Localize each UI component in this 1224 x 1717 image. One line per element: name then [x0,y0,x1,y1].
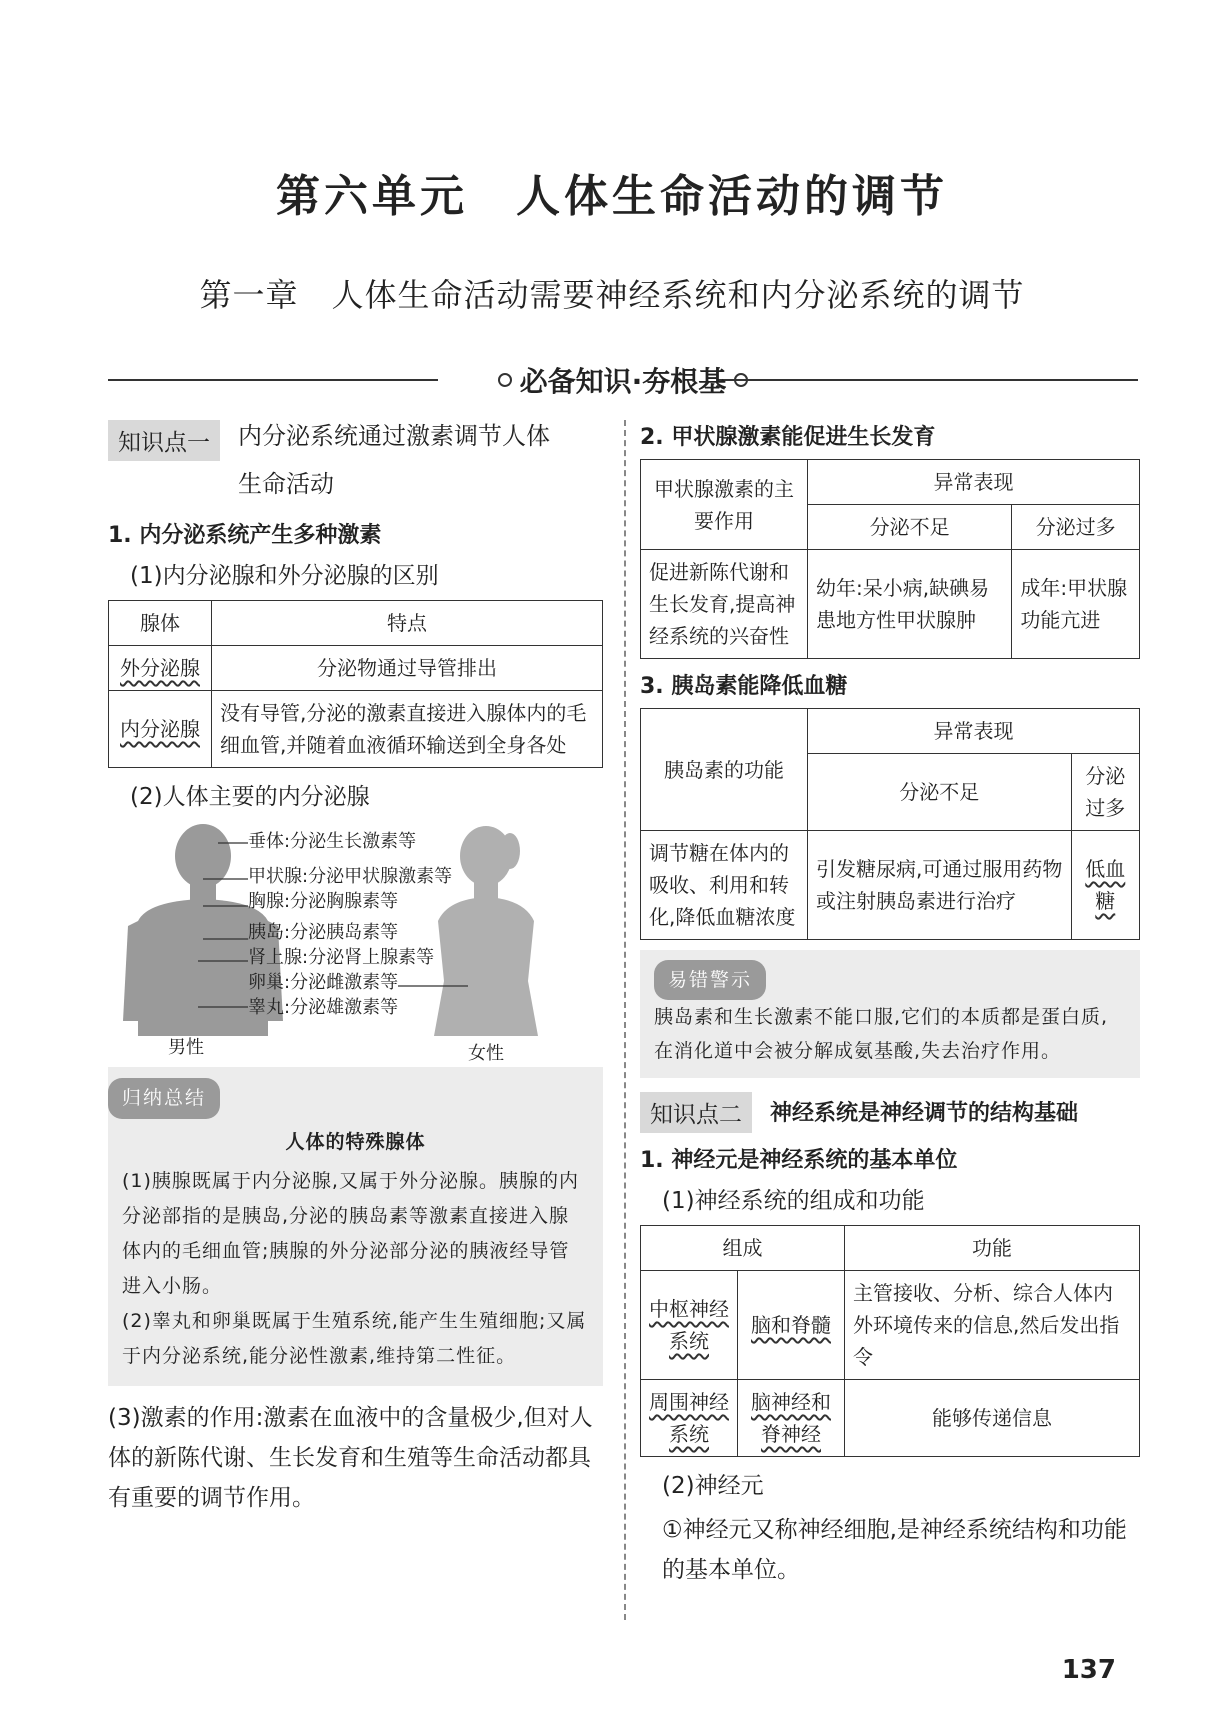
column-divider [624,420,626,1620]
table-cell: 中枢神经系统 [649,1297,729,1353]
diagram-label-ovary: 卵巢:分泌雌激素等 [248,972,399,993]
diagram-label-testis: 睾丸:分泌雄激素等 [248,997,399,1018]
warning-tag: 易错警示 [654,960,766,1000]
table-header: 分泌过多 [1012,505,1140,550]
ring-icon [734,373,748,387]
diagram-label-pituitary: 垂体:分泌生长激素等 [248,831,417,852]
warning-box [640,950,1140,1078]
table-cell: 促进新陈代谢和生长发育,提高神经系统的兴奋性 [641,550,808,659]
knowledge-point-title-cont: 生命活动 [238,470,334,498]
page-number: 137 [1061,1655,1116,1685]
subheading: (1)内分泌腺和外分泌腺的区别 [130,563,439,589]
thyroid-hormone-table [640,459,1140,659]
table-cell: 主管接收、分析、综合人体内外环境传来的信息,然后发出指令 [845,1271,1140,1380]
heading: 1. 神经元是神经系统的基本单位 [640,1148,958,1173]
endocrine-gland-diagram [108,821,603,1064]
table-cell: 幼年:呆小病,缺碘易患地方性甲状腺肿 [808,550,1012,659]
summary-box [108,1067,603,1386]
subheading: (2)人体主要的内分泌腺 [130,784,370,810]
diagram-label-thyroid: 甲状腺:分泌甲状腺激素等 [248,866,453,887]
paragraph: ①神经元又称神经细胞,是神经系统结构和功能的基本单位。 [662,1517,1127,1583]
diagram-label-adrenal: 肾上腺:分泌肾上腺素等 [248,947,435,968]
diagram-label-islet: 胰岛:分泌胰岛素等 [248,922,399,943]
unit-title: 第六单元 人体生命活动的调节 [276,171,948,222]
warning-text: 胰岛素和生长激素不能口服,它们的本质都是蛋白质,在消化道中会被分解成氨基酸,失去治疗作用。 [654,1006,1109,1062]
table-cell: 低血糖 [1085,857,1126,913]
table-header: 分泌不足 [808,505,1012,550]
knowledge-point-title: 神经系统是神经调节的结构基础 [770,1101,1079,1126]
summary-paragraph: (1)胰腺既属于内分泌腺,又属于外分泌腺。胰腺的内分泌部指的是胰岛,分泌的胰岛素等激素直接进入腺体内的毛细血管;胰腺的外分泌部分泌的胰液经导管进入小肠。 [122,1170,579,1297]
table-cell: 周围神经系统 [649,1390,729,1446]
diagram-label-thymus: 胸腺:分泌胸腺素等 [248,891,399,912]
table-cell: 能够传递信息 [845,1380,1140,1457]
right-column [640,420,1140,1596]
heading: 1. 内分泌系统产生多种激素 [108,523,382,548]
table-header: 甲状腺激素的主要作用 [641,460,808,550]
table-cell: 成年:甲状腺功能亢进 [1012,550,1140,659]
table-cell: 分泌物通过导管排出 [212,646,603,691]
table-header: 腺体 [109,601,212,646]
table-cell: 内分泌腺 [120,717,200,741]
female-label: 女性 [468,1043,504,1064]
table-cell: 调节糖在体内的吸收、利用和转化,降低血糖浓度 [641,831,808,940]
male-label: 男性 [168,1037,204,1058]
table-header: 功能 [845,1226,1140,1271]
left-column [108,420,603,1524]
gland-comparison-table [108,600,603,768]
subheading: (1)神经系统的组成和功能 [662,1188,925,1214]
table-header: 胰岛素的功能 [641,709,808,831]
banner-text: 必备知识·夯根基 [519,365,727,398]
table-header: 特点 [212,601,603,646]
insulin-table [640,708,1140,940]
chapter-title: 第一章 人体生命活动需要神经系统和内分泌系统的调节 [199,276,1025,314]
summary-title: 人体的特殊腺体 [285,1131,426,1153]
subheading: (2)神经元 [662,1473,764,1499]
ring-icon [498,373,512,387]
knowledge-point-title: 内分泌系统通过激素调节人体 [238,422,550,450]
paragraph: (3)激素的作用:激素在血液中的含量极少,但对人体的新陈代谢、生长发育和生殖等生命活动都具有重要的调节作用。 [108,1405,593,1511]
heading: 2. 甲状腺激素能促进生长发育 [640,425,936,450]
table-cell: 没有导管,分泌的激素直接进入腺体内的毛细血管,并随着血液循环输送到全身各处 [212,691,603,768]
table-header: 组成 [641,1226,845,1271]
knowledge-point-1 [108,420,603,508]
knowledge-point-2 [640,1092,1140,1133]
table-cell: 外分泌腺 [120,656,200,680]
table-header: 分泌过多 [1071,754,1139,831]
knowledge-point-tag: 知识点二 [640,1092,752,1133]
summary-tag: 归纳总结 [108,1078,220,1119]
table-cell: 脑和脊髓 [751,1313,831,1337]
summary-paragraph: (2)睾丸和卵巢既属于生殖系统,能产生生殖细胞;又属于内分泌系统,能分泌性激素,维持第二性征。 [122,1310,587,1367]
table-cell: 引发糖尿病,可通过服用药物或注射胰岛素进行治疗 [808,831,1072,940]
heading: 3. 胰岛素能降低血糖 [640,674,848,699]
section-banner [108,360,1138,400]
table-header: 异常表现 [808,460,1140,505]
table-header: 异常表现 [808,709,1140,754]
nervous-system-table [640,1225,1140,1457]
table-cell: 脑神经和脊神经 [751,1390,831,1446]
knowledge-point-tag: 知识点一 [108,420,220,461]
table-header: 分泌不足 [808,754,1072,831]
